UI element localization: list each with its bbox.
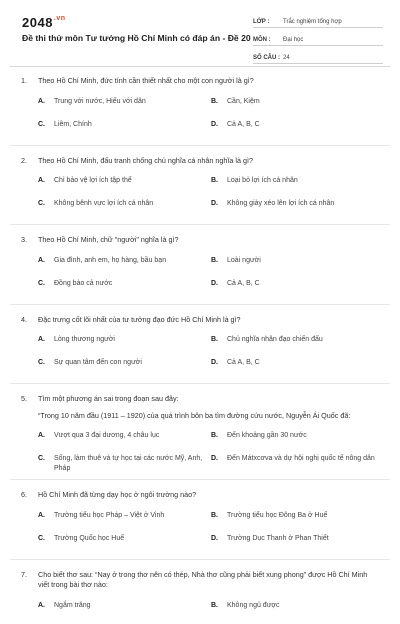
question-divider	[10, 559, 390, 560]
option-text: Sống, làm thuê và tự học tại các nước Mỹ, Anh, Pháp	[54, 455, 203, 472]
option-text: Sự quan tâm đến con người	[54, 359, 142, 366]
option-letter: A.	[38, 336, 45, 343]
option-letter: C.	[38, 200, 45, 207]
option-letter: B.	[211, 511, 218, 519]
option-text: Cả A, B, C	[227, 120, 260, 128]
meta-value: 24	[283, 55, 290, 61]
question-1	[0, 76, 400, 146]
option-text: Trường tiểu học Đông Ba ở Huế	[227, 511, 328, 519]
question-6	[0, 490, 400, 560]
option-text: Loài người	[227, 256, 261, 264]
option-text: Trường tiểu học Pháp – Việt ở Vinh	[54, 511, 165, 519]
option-text: Cả A, B, C	[227, 359, 260, 366]
option-letter: D.	[211, 200, 218, 207]
question-text: Theo Hồ Chí Minh, chữ "người" nghĩa là gì?	[38, 235, 179, 244]
option-text: Không ngủ được	[227, 601, 280, 609]
exam-meta	[253, 13, 383, 67]
option-c[interactable]	[38, 358, 211, 381]
option-letter: D.	[211, 279, 218, 287]
meta-label: SỐ CÂU :	[253, 55, 280, 61]
option-c[interactable]	[38, 120, 211, 143]
meta-label: LỚP :	[253, 19, 270, 25]
option-letter: C.	[38, 120, 45, 128]
option-text: Trung với nước, Hiếu với dân	[54, 97, 146, 105]
option-letter: A.	[38, 256, 45, 264]
option-d[interactable]	[211, 279, 384, 302]
question-2	[0, 156, 400, 226]
question-4	[0, 315, 400, 385]
option-b[interactable]	[211, 176, 384, 199]
site-logo[interactable]	[22, 15, 66, 30]
option-b[interactable]	[211, 431, 384, 454]
question-5	[0, 394, 400, 480]
meta-row-class	[253, 13, 383, 28]
option-text: Cần, Kiệm	[227, 97, 260, 105]
option-b[interactable]	[211, 97, 384, 120]
option-text: Vượt qua 3 đại dương, 4 châu lục	[54, 432, 160, 439]
meta-row-subject	[253, 31, 383, 46]
option-b[interactable]	[211, 335, 384, 358]
option-c[interactable]	[38, 534, 211, 557]
question-text: Cho biết thơ sau: “Nay ở trong thơ nên có thép, Nhà thơ cũng phải biết xung phong” được Hồ Chí Minh viết trong bài thơ nào:	[38, 569, 368, 589]
option-text: Loại bỏ lợi ích cá nhân	[227, 177, 298, 184]
option-text: Đồng bào cả nước	[54, 279, 113, 287]
option-letter: B.	[211, 336, 218, 343]
option-letter: A.	[38, 511, 45, 519]
question-number: 6.	[21, 490, 27, 499]
option-d[interactable]	[211, 534, 384, 557]
option-a[interactable]	[38, 335, 211, 358]
question-divider	[10, 145, 390, 146]
page-title: Đề thi thử môn Tư tưởng Hồ Chí Minh có đáp án - Đề 20	[22, 33, 251, 43]
option-b[interactable]	[211, 601, 384, 624]
option-letter: B.	[211, 97, 218, 105]
option-a[interactable]	[38, 256, 211, 279]
question-divider	[10, 224, 390, 225]
question-divider	[10, 383, 390, 384]
option-text: Liêm, Chính	[54, 120, 92, 128]
option-letter: A.	[38, 177, 45, 184]
meta-value: Đại học	[283, 37, 304, 43]
option-text: Đến Mátxcơva và dự hội nghị quốc tế nông dân	[227, 455, 375, 462]
option-b[interactable]	[211, 511, 384, 534]
option-text: Trường Quốc học Huế	[54, 534, 125, 542]
question-text: Đặc trưng cốt lõi nhất của tư tưởng đạo đức Hồ Chí Minh là gì?	[38, 314, 241, 324]
option-letter: C.	[38, 359, 45, 366]
option-letter: D.	[211, 534, 218, 542]
option-text: Lòng thương người	[54, 336, 115, 343]
meta-label: MÔN :	[253, 37, 271, 43]
option-text: Không giày xéo lên lợi ích cá nhân	[227, 200, 335, 207]
option-letter: A.	[38, 601, 45, 609]
question-number: 4.	[21, 314, 27, 324]
option-text: Chỉ bảo vệ lợi ích tập thể	[54, 177, 132, 184]
question-number: 5.	[21, 394, 27, 403]
option-a[interactable]	[38, 176, 211, 199]
question-text: Theo Hồ Chí Minh, đức tính cần thiết nhất cho một con người là gì?	[38, 76, 254, 85]
question-text: Hồ Chí Minh đã từng dạy học ở ngôi trường nào?	[38, 490, 197, 499]
option-letter: B.	[211, 256, 218, 264]
option-c[interactable]	[38, 279, 211, 302]
option-a[interactable]	[38, 601, 211, 624]
logo-tld: .vn	[53, 15, 66, 22]
header-divider	[10, 66, 390, 67]
option-letter: C.	[38, 279, 45, 287]
option-letter: D.	[211, 120, 218, 128]
option-text: Không bênh vực lợi ích cá nhân	[54, 200, 154, 207]
question-number: 2.	[21, 155, 27, 165]
option-letter: D.	[211, 359, 218, 366]
option-letter: A.	[38, 432, 45, 439]
option-c[interactable]	[38, 454, 211, 477]
question-divider	[10, 479, 390, 480]
logo-number: 2048	[22, 15, 53, 30]
question-text: Theo Hồ Chí Minh, đấu tranh chống chủ nghĩa cá nhân nghĩa là gì?	[38, 155, 253, 165]
option-a[interactable]	[38, 431, 211, 454]
option-letter: D.	[211, 455, 218, 462]
option-a[interactable]	[38, 511, 211, 534]
option-d[interactable]	[211, 358, 384, 381]
question-number: 7.	[21, 569, 27, 579]
option-c[interactable]	[38, 199, 211, 222]
question-number: 3.	[21, 235, 27, 244]
option-letter: B.	[211, 432, 218, 439]
question-7	[0, 570, 400, 624]
option-text: Chủ nghĩa nhân đạo chiến đấu	[227, 336, 323, 343]
question-list	[0, 76, 400, 624]
question-text: Tìm một phương án sai trong đoạn sau đây:	[38, 394, 179, 403]
option-letter: B.	[211, 177, 218, 184]
option-letter: C.	[38, 534, 45, 542]
page-header	[0, 0, 400, 62]
question-number: 1.	[21, 76, 27, 85]
option-text: Ngắm trăng	[54, 601, 91, 609]
meta-value: Trắc nghiệm tổng hợp	[283, 19, 342, 25]
meta-row-count	[253, 49, 383, 64]
option-text: Đến khoảng gần 30 nước	[227, 432, 307, 439]
option-d[interactable]	[211, 120, 384, 143]
question-quote: “Trong 10 năm đầu (1911 – 1920) của quá trình bôn ba tìm đường cứu nước, Nguyễn Ái Quốc đã:	[38, 410, 351, 420]
option-b[interactable]	[211, 256, 384, 279]
option-letter: C.	[38, 455, 45, 462]
option-a[interactable]	[38, 97, 211, 120]
option-letter: B.	[211, 601, 218, 609]
option-d[interactable]	[211, 199, 384, 222]
option-d[interactable]	[211, 454, 384, 477]
option-letter: A.	[38, 97, 45, 105]
option-text: Gia đình, anh em, họ hàng, bầu bạn	[54, 256, 167, 264]
option-text: Cả A, B, C	[227, 279, 260, 287]
question-divider	[10, 304, 390, 305]
question-3	[0, 235, 400, 305]
option-text: Trường Dục Thanh ở Phan Thiết	[227, 534, 329, 542]
